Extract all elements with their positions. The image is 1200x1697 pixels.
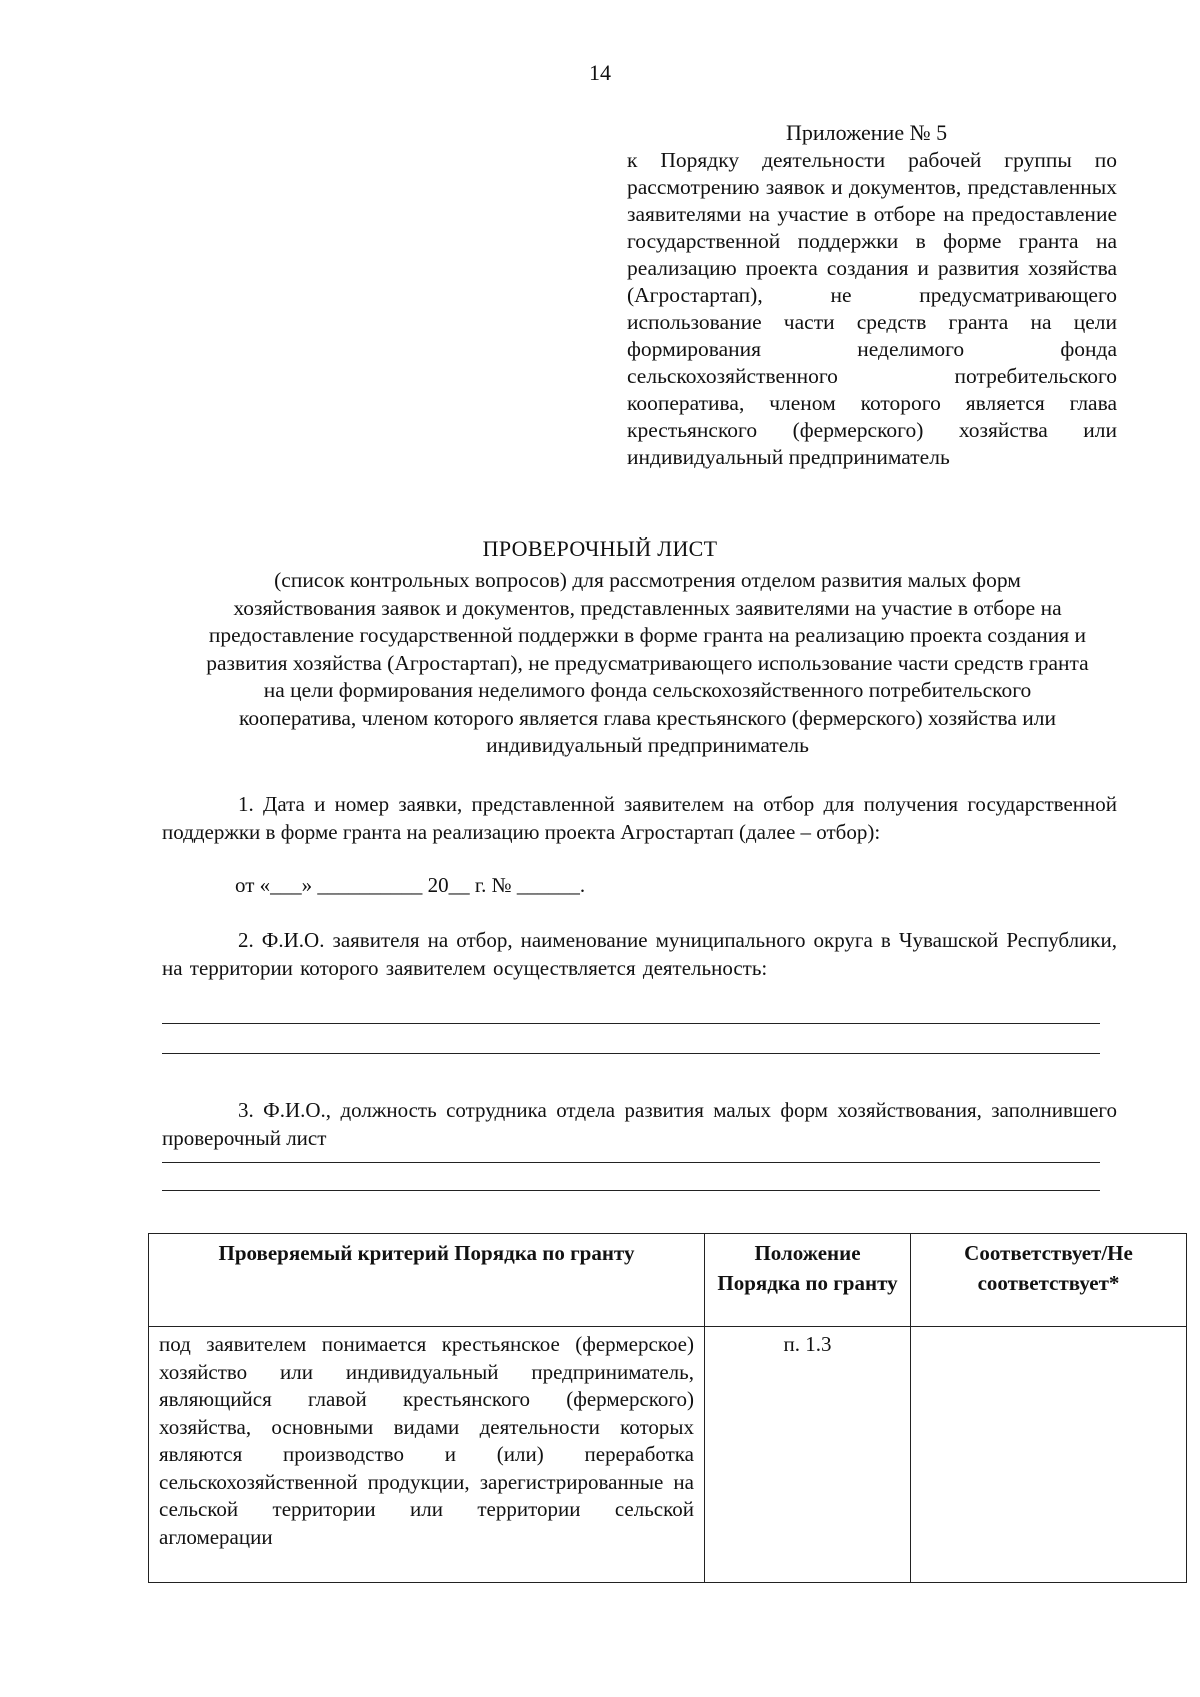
criteria-table <box>148 1233 1187 1583</box>
appendix-text: к Порядку деятельности рабочей группы по рассмотрению заявок и документов, представленных заявителями на участие в отборе на предоставление государственной поддержки в форме гранта на реализацию проекта создания и развития хозяйства (Агростартап), не предусматривающего использование части средств гранта на цели формирования неделимого фонда сельскохозяйственного потребительского кооператива, членом которого является глава крестьянского (фермерского) хозяйства или индивидуальный предприниматель <box>627 148 1117 469</box>
header-compliance: Соответствует/Не соответствует* <box>911 1234 1187 1327</box>
clause-cell: п. 1.3 <box>705 1327 911 1583</box>
header-criterion: Проверяемый критерий Порядка по гранту <box>149 1234 705 1327</box>
checklist-subtitle: (список контрольных вопросов) для рассмотрения отделом развития малых форм хозяйствования заявок и документов, представленных заявителями на участие в отборе на предоставление государственной поддержки в форме гранта на реализацию проекта создания и развития хозяйства (Агростартап), не предусматривающего использование части средств гранта на цели формирования неделимого фонда сельскохозяйственного потребительского кооператива, членом которого является глава крестьянского (фермерского) хозяйства или индивидуальный предприниматель <box>206 568 1089 757</box>
header-clause: Положение Порядка по гранту <box>705 1234 911 1327</box>
table-header-row <box>149 1234 1187 1327</box>
page-number: 14 <box>589 60 611 85</box>
fill-line-applicant-1 <box>162 1023 1100 1024</box>
criterion-cell: под заявителем понимается крестьянское (фермерское) хозяйство или индивидуальный предприниматель, являющийся главой крестьянского (фермерского) хозяйства, основными видами деятельности которых являются производство и (или) переработка сельскохозяйственной продукции, зарегистрированные на сельской территории или территории сельской агломерации <box>149 1327 705 1583</box>
section-1-application-date: 1. Дата и номер заявки, представленной заявителем на отбор для получения государственной поддержки в форме гранта на реализацию проекта Агростартап (далее – отбор): <box>162 792 1117 844</box>
fill-line-applicant-2 <box>162 1053 1100 1054</box>
table-row <box>149 1327 1187 1583</box>
compliance-cell <box>911 1327 1187 1583</box>
checklist-title: ПРОВЕРОЧНЫЙ ЛИСТ <box>482 536 718 561</box>
section-2-applicant-info: 2. Ф.И.О. заявителя на отбор, наименование муниципального округа в Чувашской Республики, на территории которого заявителем осуществляется деятельность: <box>162 928 1117 980</box>
section-1-date-number-line: от «___» __________ 20__ г. № ______. <box>235 873 586 897</box>
fill-line-employee-2 <box>162 1190 1100 1191</box>
fill-line-employee-1 <box>162 1162 1100 1163</box>
appendix-title: Приложение № 5 <box>786 120 948 145</box>
section-3-employee-info: 3. Ф.И.О., должность сотрудника отдела развития малых форм хозяйствования, заполнившего проверочный лист <box>162 1098 1117 1150</box>
